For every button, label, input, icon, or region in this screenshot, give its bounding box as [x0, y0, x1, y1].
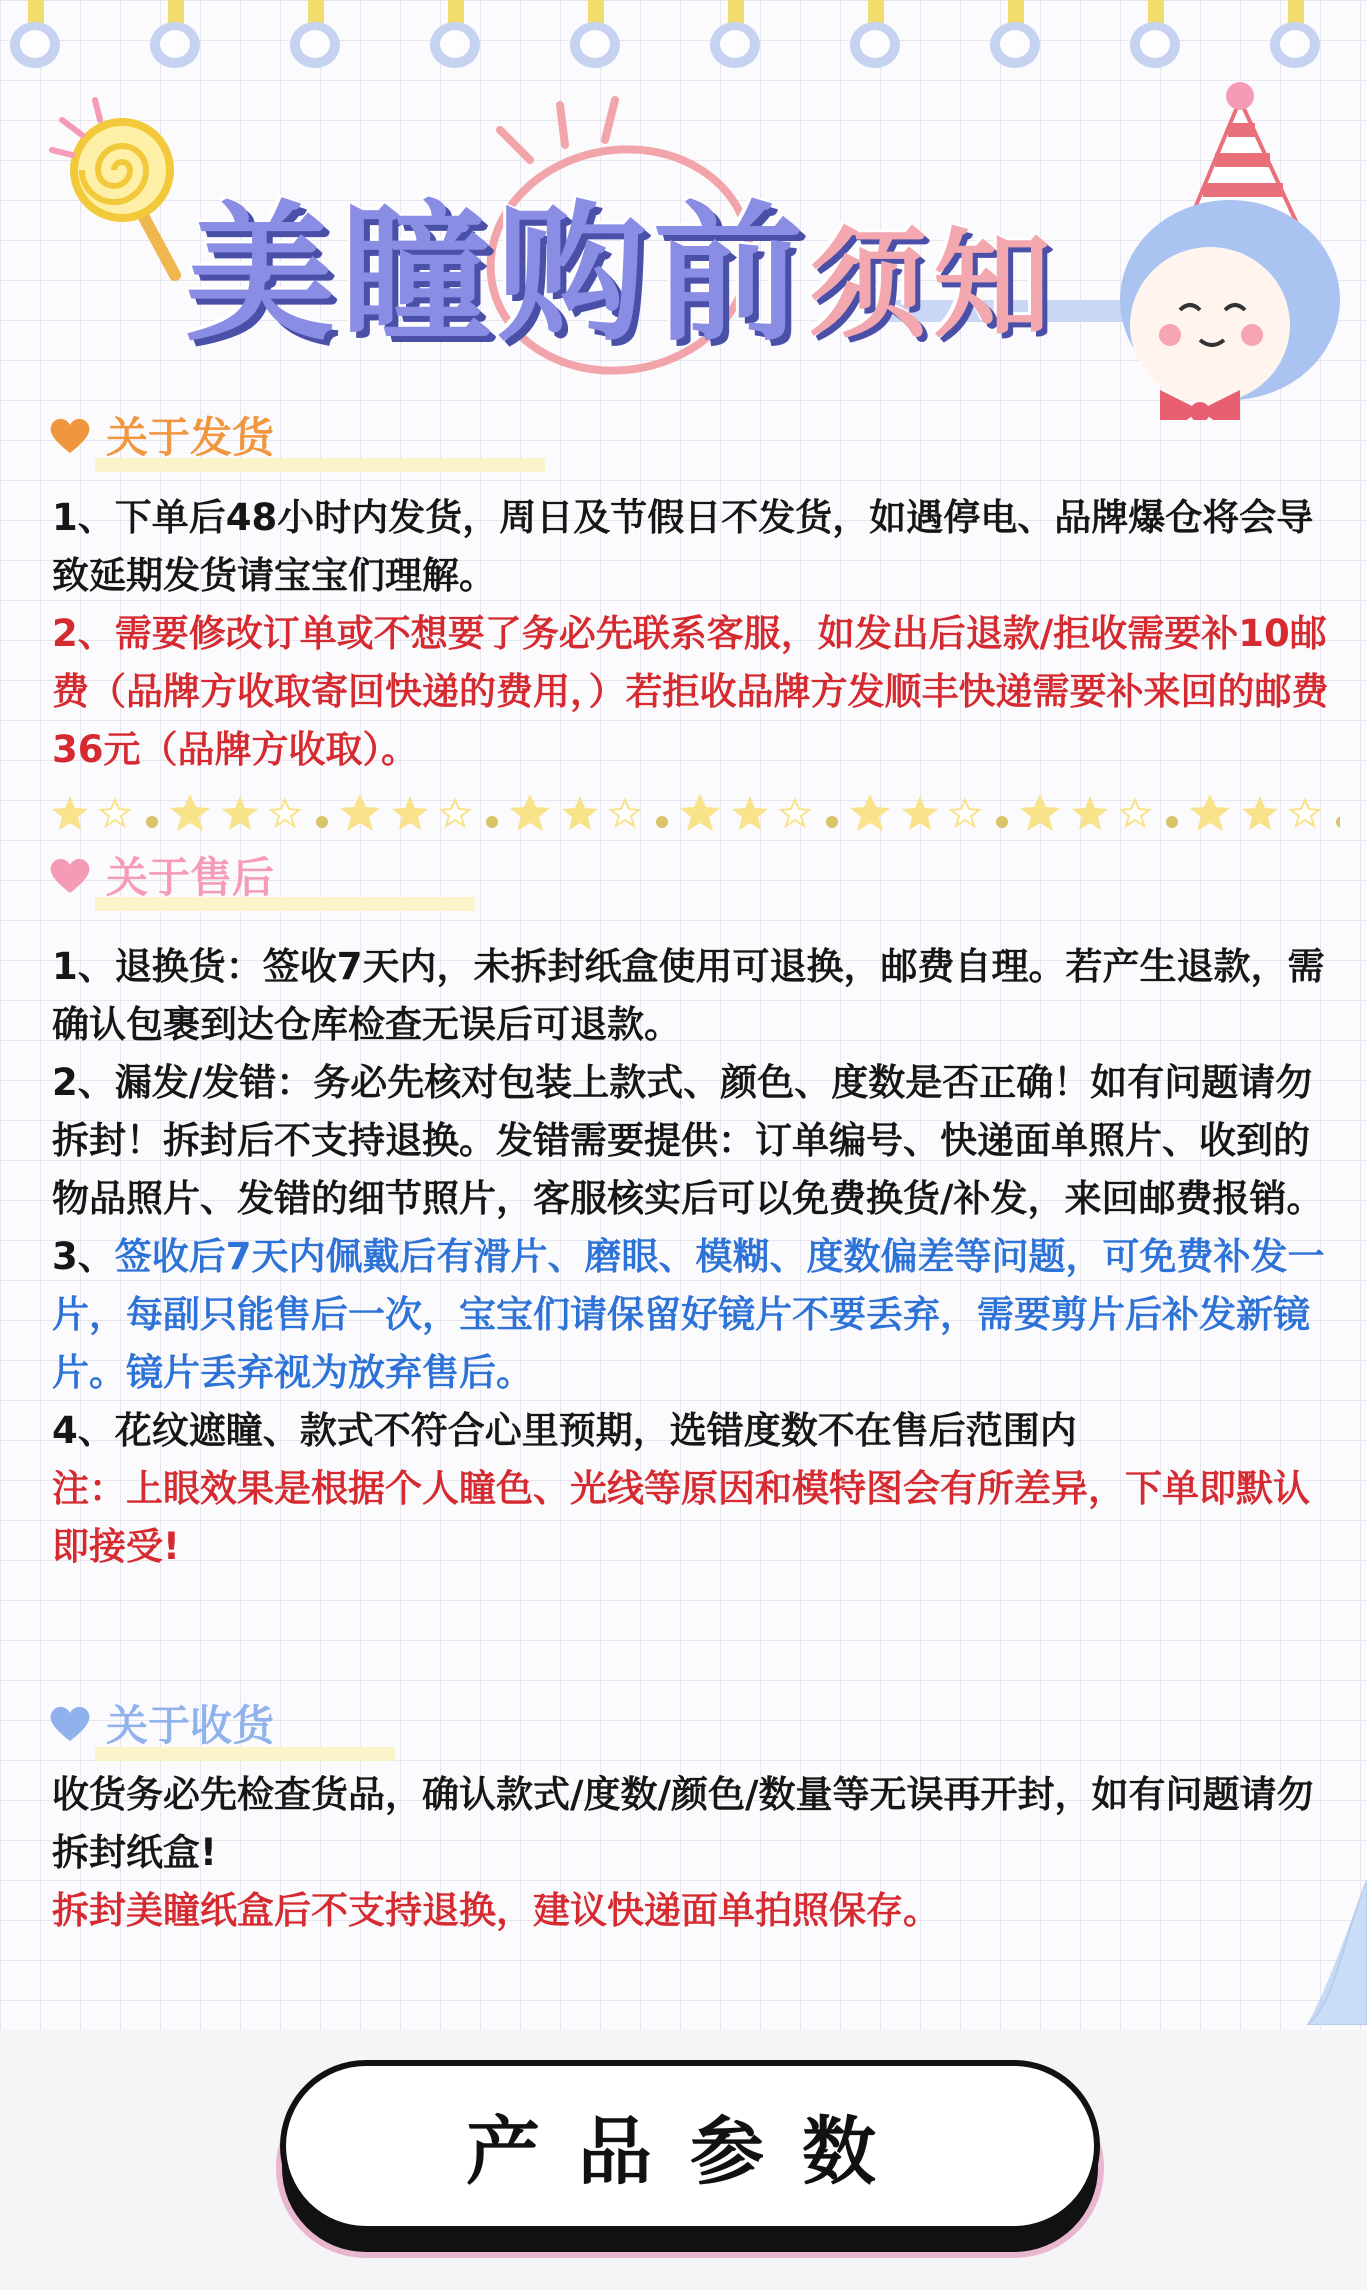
section-header-aftersale: [48, 845, 274, 905]
section-header-receiving: [48, 1693, 274, 1753]
ring-icon: [290, 0, 342, 68]
ring-icon: [850, 0, 902, 68]
page-curl-icon: [1297, 1880, 1367, 2025]
paragraph: 收货务必先检查货品，确认款式/度数/颜色/数量等无误再开封，如有问题请勿拆封纸盒!: [52, 1773, 1314, 1874]
paragraph: 4、花纹遮瞳、款式不符合心里预期，选错度数不在售后范围内: [52, 1409, 1077, 1452]
ring-icon: [1270, 0, 1322, 68]
title-main: 美瞳购前: [185, 188, 810, 362]
paragraph: 注：上眼效果是根据个人瞳色、光线等原因和模特图会有所差异，下单即默认即接受!: [52, 1467, 1310, 1568]
section-title: 关于发货: [106, 413, 275, 462]
section-body-shipping: [52, 489, 1332, 779]
paragraph: 2、需要修改订单或不想要了务必先联系客服，如发出后退款/拒收需要补10邮费（品牌方收取寄回快递的费用，）若拒收品牌方发顺丰快递需要补来回的邮费36元（品牌方收取）。: [52, 612, 1329, 771]
heart-icon: [48, 855, 92, 895]
paragraph: 2、漏发/发错：务必先核对包装上款式、颜色、度数是否正确！如有问题请勿拆封！拆封后不支持退换。发错需要提供：订单编号、快递面单照片、收到的物品照片、发错的细节照片，客服核实后可以免费换货/补发，来回邮费报销。: [52, 1061, 1324, 1220]
paragraph: 1、退换货：签收7天内，未拆封纸盒使用可退换，邮费自理。若产生退款，需确认包裹到达仓库检查无误后可退款。: [52, 945, 1325, 1046]
banner: [0, 60, 1367, 420]
title-sub: 须知: [809, 216, 1058, 354]
paragraph: [52, 1228, 1332, 1402]
section-title: 关于收货: [106, 1701, 275, 1750]
paragraph: 1、下单后48小时内发货，周日及节假日不发货，如遇停电、品牌爆仓将会导致延期发货请宝宝们理解。: [52, 496, 1314, 597]
heart-icon: [48, 1703, 92, 1743]
lollipop-icon: [52, 100, 175, 275]
ring-icon: [570, 0, 622, 68]
ring-icon: [150, 0, 202, 68]
ring-icon: [430, 0, 482, 68]
section-title: 关于售后: [106, 853, 275, 902]
paragraph-highlight: 签收后7天内佩戴后有滑片、磨眼、模糊、度数偏差等问题，可免费补发一片，每副只能售后一次，宝宝们请保留好镜片不要丢弃，需要剪片后补发新镜片。镜片丢弃视为放弃售后。: [52, 1235, 1325, 1394]
section-header-shipping: [48, 405, 274, 465]
ring-icon: [1130, 0, 1182, 68]
paragraph: 拆封美瞳纸盒后不支持退换，建议快递面单拍照保存。: [52, 1889, 940, 1932]
ring-icon: [10, 0, 62, 68]
ring-icon: [710, 0, 762, 68]
heart-icon: [48, 415, 92, 455]
page-title: [185, 155, 1145, 395]
paragraph-prefix: 3、: [52, 1235, 115, 1278]
ring-icon: [990, 0, 1042, 68]
star-divider: [40, 782, 1340, 842]
party-girl-icon: [1120, 82, 1340, 420]
section-body-receiving: [52, 1766, 1332, 1940]
section-body-aftersale: [52, 938, 1332, 1576]
product-params-button[interactable]: 产品参数: [280, 2060, 1100, 2232]
